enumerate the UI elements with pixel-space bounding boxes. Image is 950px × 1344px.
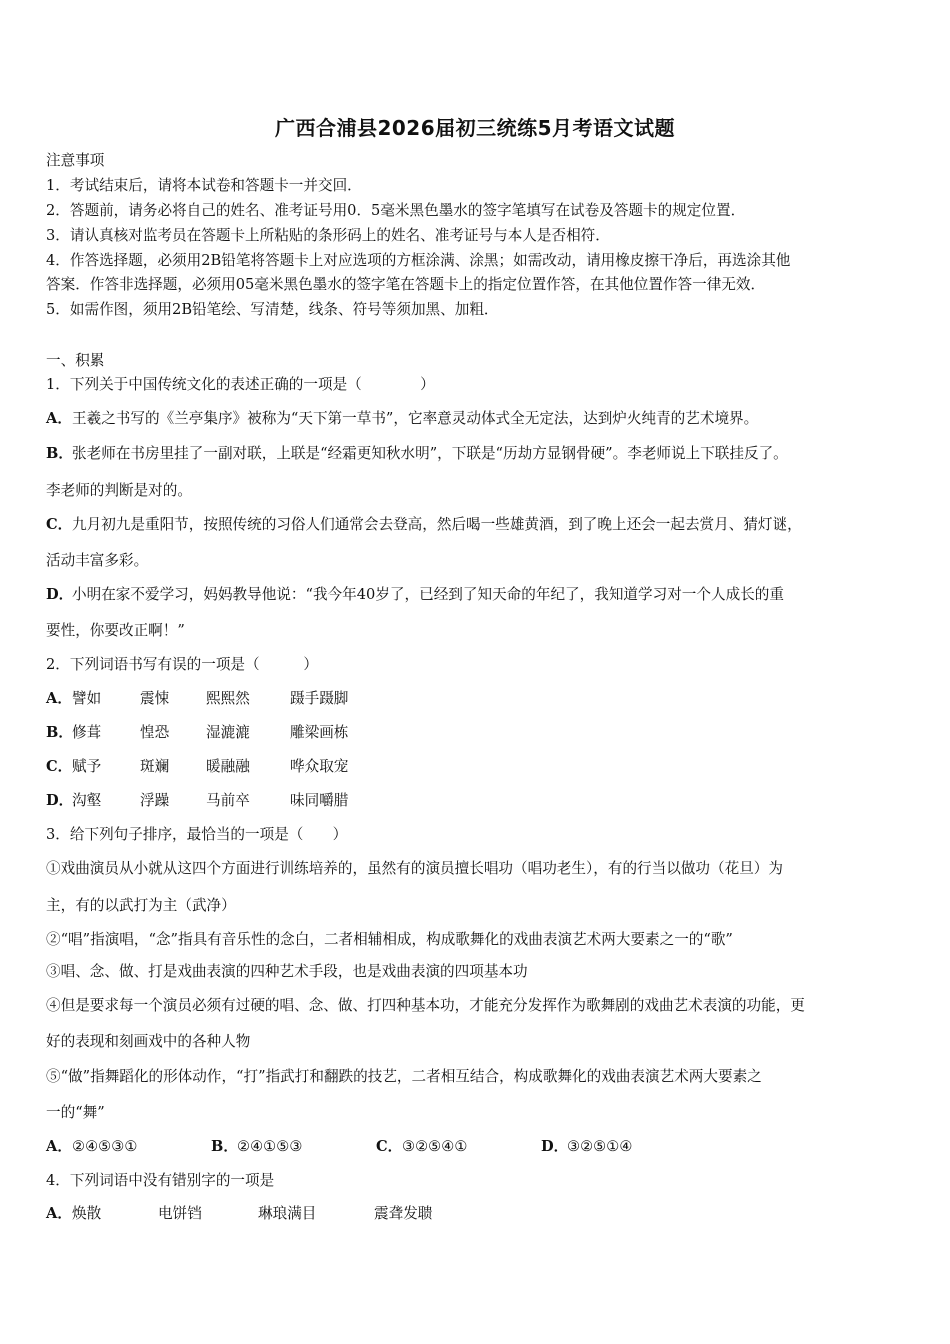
sentence-5-continued: 一的“舞” (46, 1104, 105, 1121)
option-row (46, 1137, 920, 1157)
sentence-5: ⑤“做”指舞蹈化的形体动作，“打”指武打和翻跌的技艺，二者相互结合，构成歌舞化的戏曲表演艺术两大要素之 (46, 1068, 762, 1085)
word: 马前卒 (206, 792, 250, 809)
option-text-continued: 李老师的判断是对的。 (46, 482, 192, 499)
option-text: ②④①⑤③ (237, 1138, 303, 1155)
option-label: A． (46, 690, 72, 707)
sentence-4-continued: 好的表现和刻画戏中的各种人物 (46, 1033, 251, 1050)
option-text: 张老师在书房里挂了一副对联，上联是“经霜更知秋水明”，下联是“历劫方显钢骨硬”。李老师说上下联挂反了。 (72, 445, 788, 462)
sentence-2: ②“唱”指演唱，“念”指具有音乐性的念白，二者相辅相成，构成歌舞化的戏曲表演艺术两大要素之一的“歌” (46, 931, 733, 948)
word: 修葺 (72, 724, 102, 741)
word: 赋予 (72, 758, 102, 775)
sentence-1: ①戏曲演员从小就从这四个方面进行训练培养的，虽然有的演员擅长唱功（唱功老生），有的行当以做功（花旦）为 (46, 860, 783, 877)
option-row (46, 757, 920, 777)
word: 蹑手蹑脚 (290, 690, 349, 707)
option-text: ③②⑤④① (402, 1138, 468, 1155)
word: 震悚 (140, 690, 170, 707)
word: 焕散 (72, 1205, 102, 1222)
notice-item: 答案．作答非选择题，必须用05毫米黑色墨水的签字笔在答题卡上的指定位置作答，在其他位置作答一律无效． (46, 276, 766, 293)
option-text: 王羲之书写的《兰亭集序》被称为“天下第一草书”，它率意灵动体式全无定法，达到炉火纯青的艺术境界。 (72, 410, 759, 427)
option-label: C． (376, 1138, 403, 1155)
word: 斑斓 (140, 758, 170, 775)
notice-item: 5．如需作图，须用2B铅笔绘、写清楚，线条、符号等须加黑、加粗． (46, 301, 499, 318)
option-row (46, 723, 920, 743)
option-label: D． (46, 792, 74, 809)
option-label: D． (541, 1138, 569, 1155)
page-title: 广西合浦县2026届初三统练5月考语文试题 (274, 116, 676, 140)
option-label: A． (46, 1138, 72, 1155)
word: 电饼铛 (158, 1205, 202, 1222)
word: 譬如 (72, 690, 102, 707)
option-row (46, 689, 920, 709)
option-a (46, 409, 920, 429)
option-text-continued: 要性，你要改正啊！” (46, 622, 185, 639)
word: 惶恐 (140, 724, 170, 741)
option-label: C． (46, 758, 73, 775)
option-text: ②④⑤③① (72, 1138, 138, 1155)
question-stem: 4．下列词语中没有错别字的一项是 (46, 1172, 275, 1189)
word: 沟壑 (72, 792, 102, 809)
sentence-4: ④但是要求每一个演员必须有过硬的唱、念、做、打四种基本功，才能充分发挥作为歌舞剧的戏曲艺术表演的功能，更 (46, 997, 805, 1014)
option-b (46, 444, 920, 464)
option-d (46, 585, 920, 605)
option-label: A． (46, 410, 72, 427)
section-heading: 一、积累 (46, 352, 105, 369)
notice-item: 3．请认真核对监考员在答题卡上所粘贴的条形码上的姓名、准考证号与本人是否相符． (46, 227, 610, 244)
word: 湿漉漉 (206, 724, 250, 741)
sentence-3: ③唱、念、做、打是戏曲表演的四种艺术手段，也是戏曲表演的四项基本功 (46, 963, 528, 980)
option-label: C． (46, 516, 73, 533)
word: 雕梁画栋 (290, 724, 349, 741)
word: 熙熙然 (206, 690, 250, 707)
question-stem: 3．给下列句子排序，最恰当的一项是（ ） (46, 826, 348, 843)
word: 浮躁 (140, 792, 170, 809)
question-stem: 1．下列关于中国传统文化的表述正确的一项是（ ） (46, 376, 435, 393)
question-stem: 2．下列词语书写有误的一项是（ ） (46, 656, 318, 673)
option-label: B． (211, 1138, 238, 1155)
word: 味同嚼腊 (290, 792, 349, 809)
notice-item: 1．考试结束后，请将本试卷和答题卡一并交回． (46, 177, 362, 194)
option-label: B． (46, 724, 73, 741)
word: 暖融融 (206, 758, 250, 775)
notice-item: 4．作答选择题，必须用2B铅笔将答题卡上对应选项的方框涂满、涂黑；如需改动，请用橡皮擦干净后，再选涂其他 (46, 252, 791, 269)
sentence-1-continued: 主，有的以武打为主（武净） (46, 897, 236, 914)
option-label: A． (46, 1205, 72, 1222)
word: 哗众取宠 (290, 758, 349, 775)
word: 震聋发聩 (374, 1205, 433, 1222)
option-text: ③②⑤①④ (567, 1138, 633, 1155)
notice-heading: 注意事项 (46, 152, 105, 169)
option-label: D． (46, 586, 74, 603)
notice-item: 2．答题前，请务必将自己的姓名、准考证号用0．5毫米黑色墨水的签字笔填写在试卷及答题卡的规定位置． (46, 202, 746, 219)
option-row (46, 1204, 920, 1224)
option-label: B． (46, 445, 73, 462)
option-c (46, 515, 920, 535)
option-text: 小明在家不爱学习，妈妈教导他说：“我今年40岁了，已经到了知天命的年纪了，我知道学习对一个人成长的重 (72, 586, 784, 603)
word: 琳琅满目 (258, 1205, 317, 1222)
option-text-continued: 活动丰富多彩。 (46, 552, 149, 569)
option-row (46, 791, 920, 811)
option-text: 九月初九是重阳节，按照传统的习俗人们通常会去登高，然后喝一些雄黄酒，到了晚上还会一起去赏月、猜灯谜， (72, 516, 802, 533)
